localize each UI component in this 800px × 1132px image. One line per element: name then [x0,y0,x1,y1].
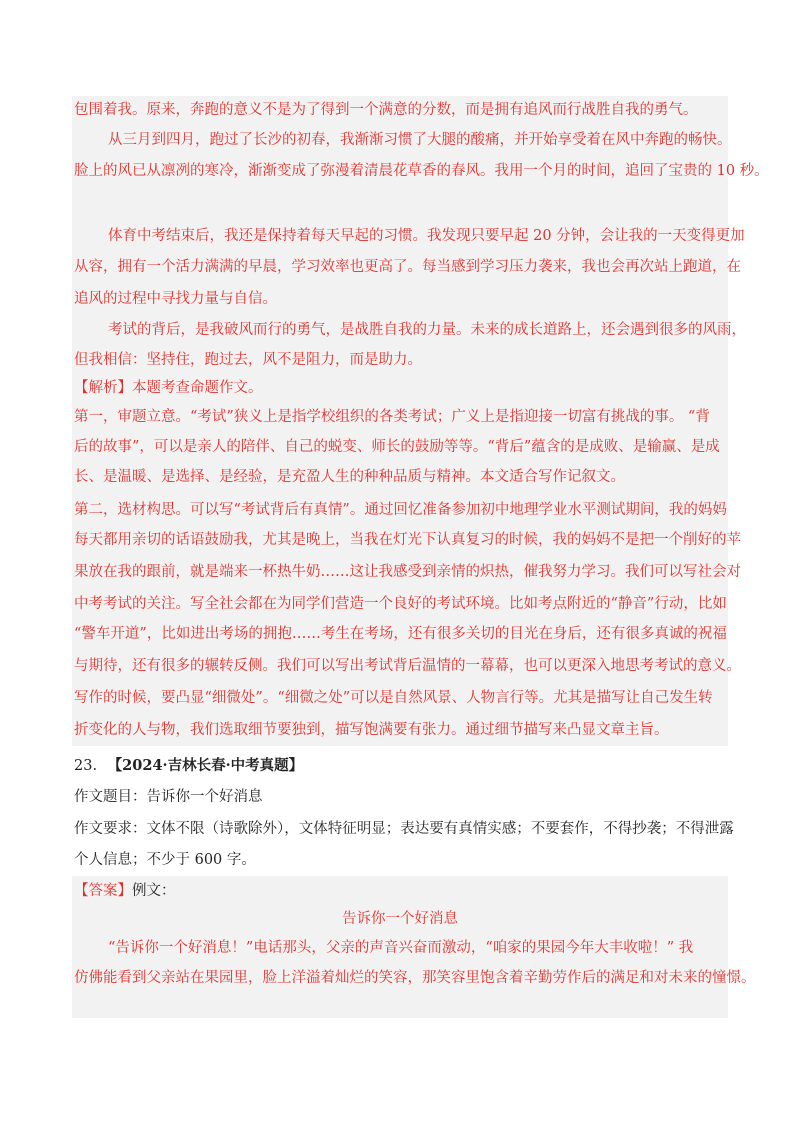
analysis-line: 第二，选材构思。可以写“考试背后有真情”。通过回忆准备参加初中地理学业水平测试期间，我的妈妈 [74,502,727,518]
analysis-line: 折变化的人与物，我们选取细节要独到，描写饱满要有张力。通过细节描写来凸显文章主旨。 [74,722,669,738]
analysis-label: 【解析】 [74,380,132,396]
essay-line: 体育中考结束后，我还是保持着每天早起的习惯。我发现只要早起 20 分钟，会让我的一天变得更加 [108,228,745,244]
essay-line: 从容，拥有一个活力满满的早晨，学习效率也更高了。每当感到学习压力袭来，我也会再次站上跑道，在 [74,259,741,275]
answer-essay-line: 仿佛能看到父亲站在果园里，脸上洋溢着灿烂的笑容，那笑容里饱含着辛勤劳作后的满足和对未来的憧憬。 [74,970,756,986]
analysis-heading [74,378,263,398]
essay-line: 从三月到四月，跑过了长沙的初春，我渐渐习惯了大腿的酸痛，并开始享受着在风中奔跑的畅快。 [108,132,732,148]
analysis-line: 后的故事”，可以是亲人的陪伴、自己的蜕变、师长的鼓励等等。“背后”蕴含的是成败、是输赢、是成 [74,439,720,455]
analysis-line: 中考考试的关注。写全社会都在为同学们营造一个良好的考试环境。比如考点附近的“静音”行动，比如 [74,596,727,612]
essay-line: 脸上的风已从凛冽的寒冷，渐渐变成了弥漫着清晨花草香的春风。我用一个月的时间，追回了宝贵的 10 秒。 [74,163,769,179]
answer-intro: 例文： [132,883,176,899]
question-requirement: 个人信息；不少于 600 字。 [74,852,256,868]
question-requirement: 作文要求：文体不限（诗歌除外），文体特征明显；表达要有真情实感；不要套作，不得抄袭；不得泄露 [74,821,734,837]
analysis-line: 写作的时候，要凸显“细微处”。“细微之处”可以是自然风景、人物言行等。尤其是描写让自己发生转 [74,690,713,706]
answer-label: 【答案】 [74,883,132,899]
question-source: 【2024·吉林长春·中考真题】 [107,757,304,774]
essay-line: 考试的背后，是我破风而行的勇气，是战胜自我的力量。未来的成长道路上，还会遇到很多的风雨， [108,322,746,338]
analysis-line: 长、是温暖、是选择、是经验，是充盈人生的种种品质与精神。本文适合写作记叙文。 [74,469,625,485]
question-heading [74,756,303,776]
essay-line: 但我相信：坚持住，跑过去，风不是阻力，而是助力。 [74,352,422,368]
analysis-line: 第一，审题立意。“考试”狭义上是指学校组织的各类考试；广义上是指迎接一切富有挑战的事。 “背 [74,409,710,425]
analysis-line: 与期待，还有很多的辗转反侧。我们可以写出考试背后温情的一幕幕，也可以更深入地思考考试的意义。 [74,658,741,674]
answer-heading [74,881,176,901]
answer-essay-title: 告诉你一个好消息 [342,911,458,927]
essay-line: 包围着我。原来，奔跑的意义不是为了得到一个满意的分数，而是拥有追风而行战胜自我的勇气。 [74,102,698,118]
analysis-line: 每天都用亲切的话语鼓励我，尤其是晚上，当我在灯光下认真复习的时候，我的妈妈不是把一个削好的苹 [74,532,741,548]
essay-line: 追风的过程中寻找力量与自信。 [74,291,277,307]
answer-essay-line: “告诉你一个好消息！”电话那头，父亲的声音兴奋而激动，“咱家的果园今年大丰收啦！” 我 [108,940,694,956]
analysis-line: “警车开道”，比如进出考场的拥抱……考生在考场，还有很多关切的目光在身后，还有很多真诚的祝福 [74,626,727,642]
analysis-intro: 本题考查命题作文。 [132,380,263,396]
question-title: 作文题目：告诉你一个好消息 [74,789,263,805]
question-number: 23. [74,758,98,774]
analysis-line: 果放在我的跟前，就是端来一杯热牛奶……这让我感受到亲情的炽热，催我努力学习。我们可以写社会对 [74,564,741,580]
